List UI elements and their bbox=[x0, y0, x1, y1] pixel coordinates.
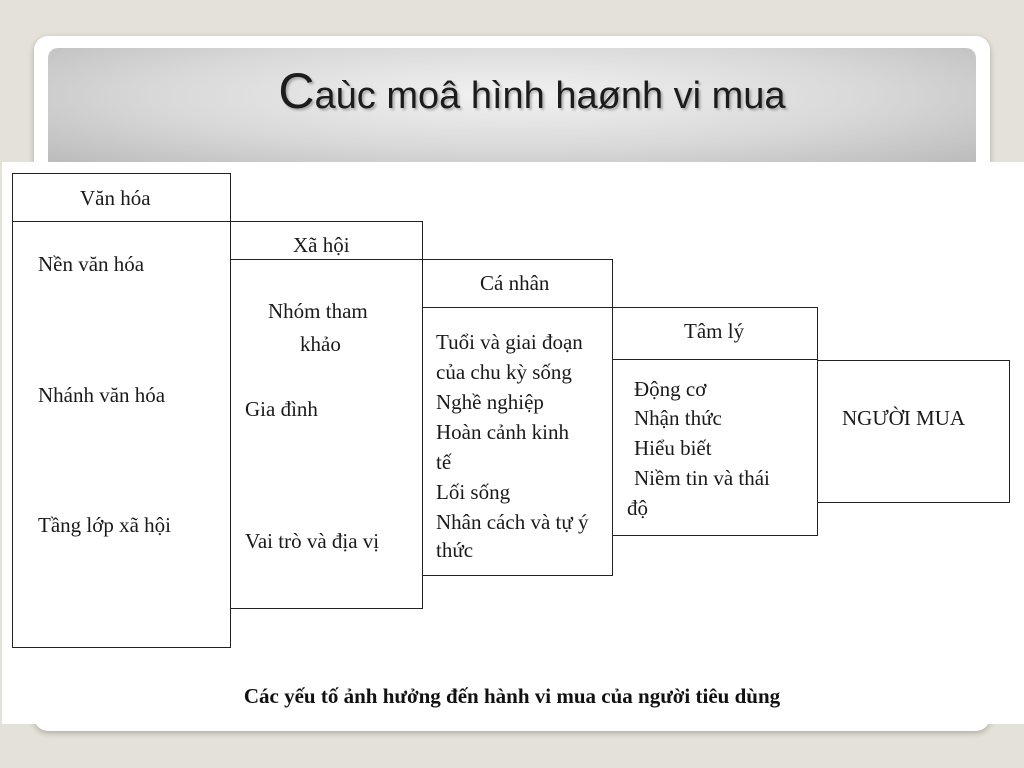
item-hieu-biet: Hiểu biết bbox=[634, 436, 712, 460]
item-dong-co: Động cơ bbox=[634, 377, 707, 401]
item-vai-tro: Vai trò và địa vị bbox=[245, 529, 380, 553]
header-tam-ly: Tâm lý bbox=[684, 319, 745, 343]
slide-title bbox=[0, 62, 1024, 120]
title-rest: aùc moâ hình haønh vi mua bbox=[314, 75, 786, 117]
item-nghe-nghiep: Nghề nghiệp bbox=[436, 390, 544, 414]
item-chu-ky: của chu kỳ sống bbox=[436, 360, 572, 384]
item-niem-tin: Niềm tin và thái bbox=[634, 466, 770, 490]
item-tang-lop-xa-hoi: Tầng lớp xã hội bbox=[38, 513, 171, 537]
item-hoan-canh: Hoàn cảnh kinh bbox=[436, 420, 569, 444]
header-van-hoa: Văn hóa bbox=[80, 186, 151, 210]
item-loi-song: Lối sống bbox=[436, 480, 511, 504]
item-nhan-cach: Nhân cách và tự ý bbox=[436, 510, 589, 534]
label-nguoi-mua: NGƯỜI MUA bbox=[842, 406, 966, 430]
item-gia-dinh: Gia đình bbox=[245, 397, 318, 421]
item-thuc: thức bbox=[436, 538, 474, 562]
figure-caption: Các yếu tố ảnh hưởng đến hành vi mua của người tiêu dùng bbox=[243, 684, 781, 708]
header-xa-hoi: Xã hội bbox=[293, 233, 350, 257]
header-ca-nhan: Cá nhân bbox=[480, 271, 550, 295]
item-nhom-tham: Nhóm tham bbox=[268, 299, 368, 323]
item-khao: khảo bbox=[300, 332, 341, 356]
item-te: tế bbox=[436, 450, 452, 474]
item-do: độ bbox=[627, 496, 648, 520]
item-nhan-thuc: Nhận thức bbox=[634, 406, 722, 430]
item-nhanh-van-hoa: Nhánh văn hóa bbox=[38, 383, 166, 407]
box-van-hoa bbox=[12, 173, 231, 648]
item-nen-van-hoa: Nền văn hóa bbox=[38, 252, 145, 276]
item-tuoi: Tuổi và giai đoạn bbox=[436, 330, 583, 354]
title-first-letter: C bbox=[278, 63, 315, 119]
